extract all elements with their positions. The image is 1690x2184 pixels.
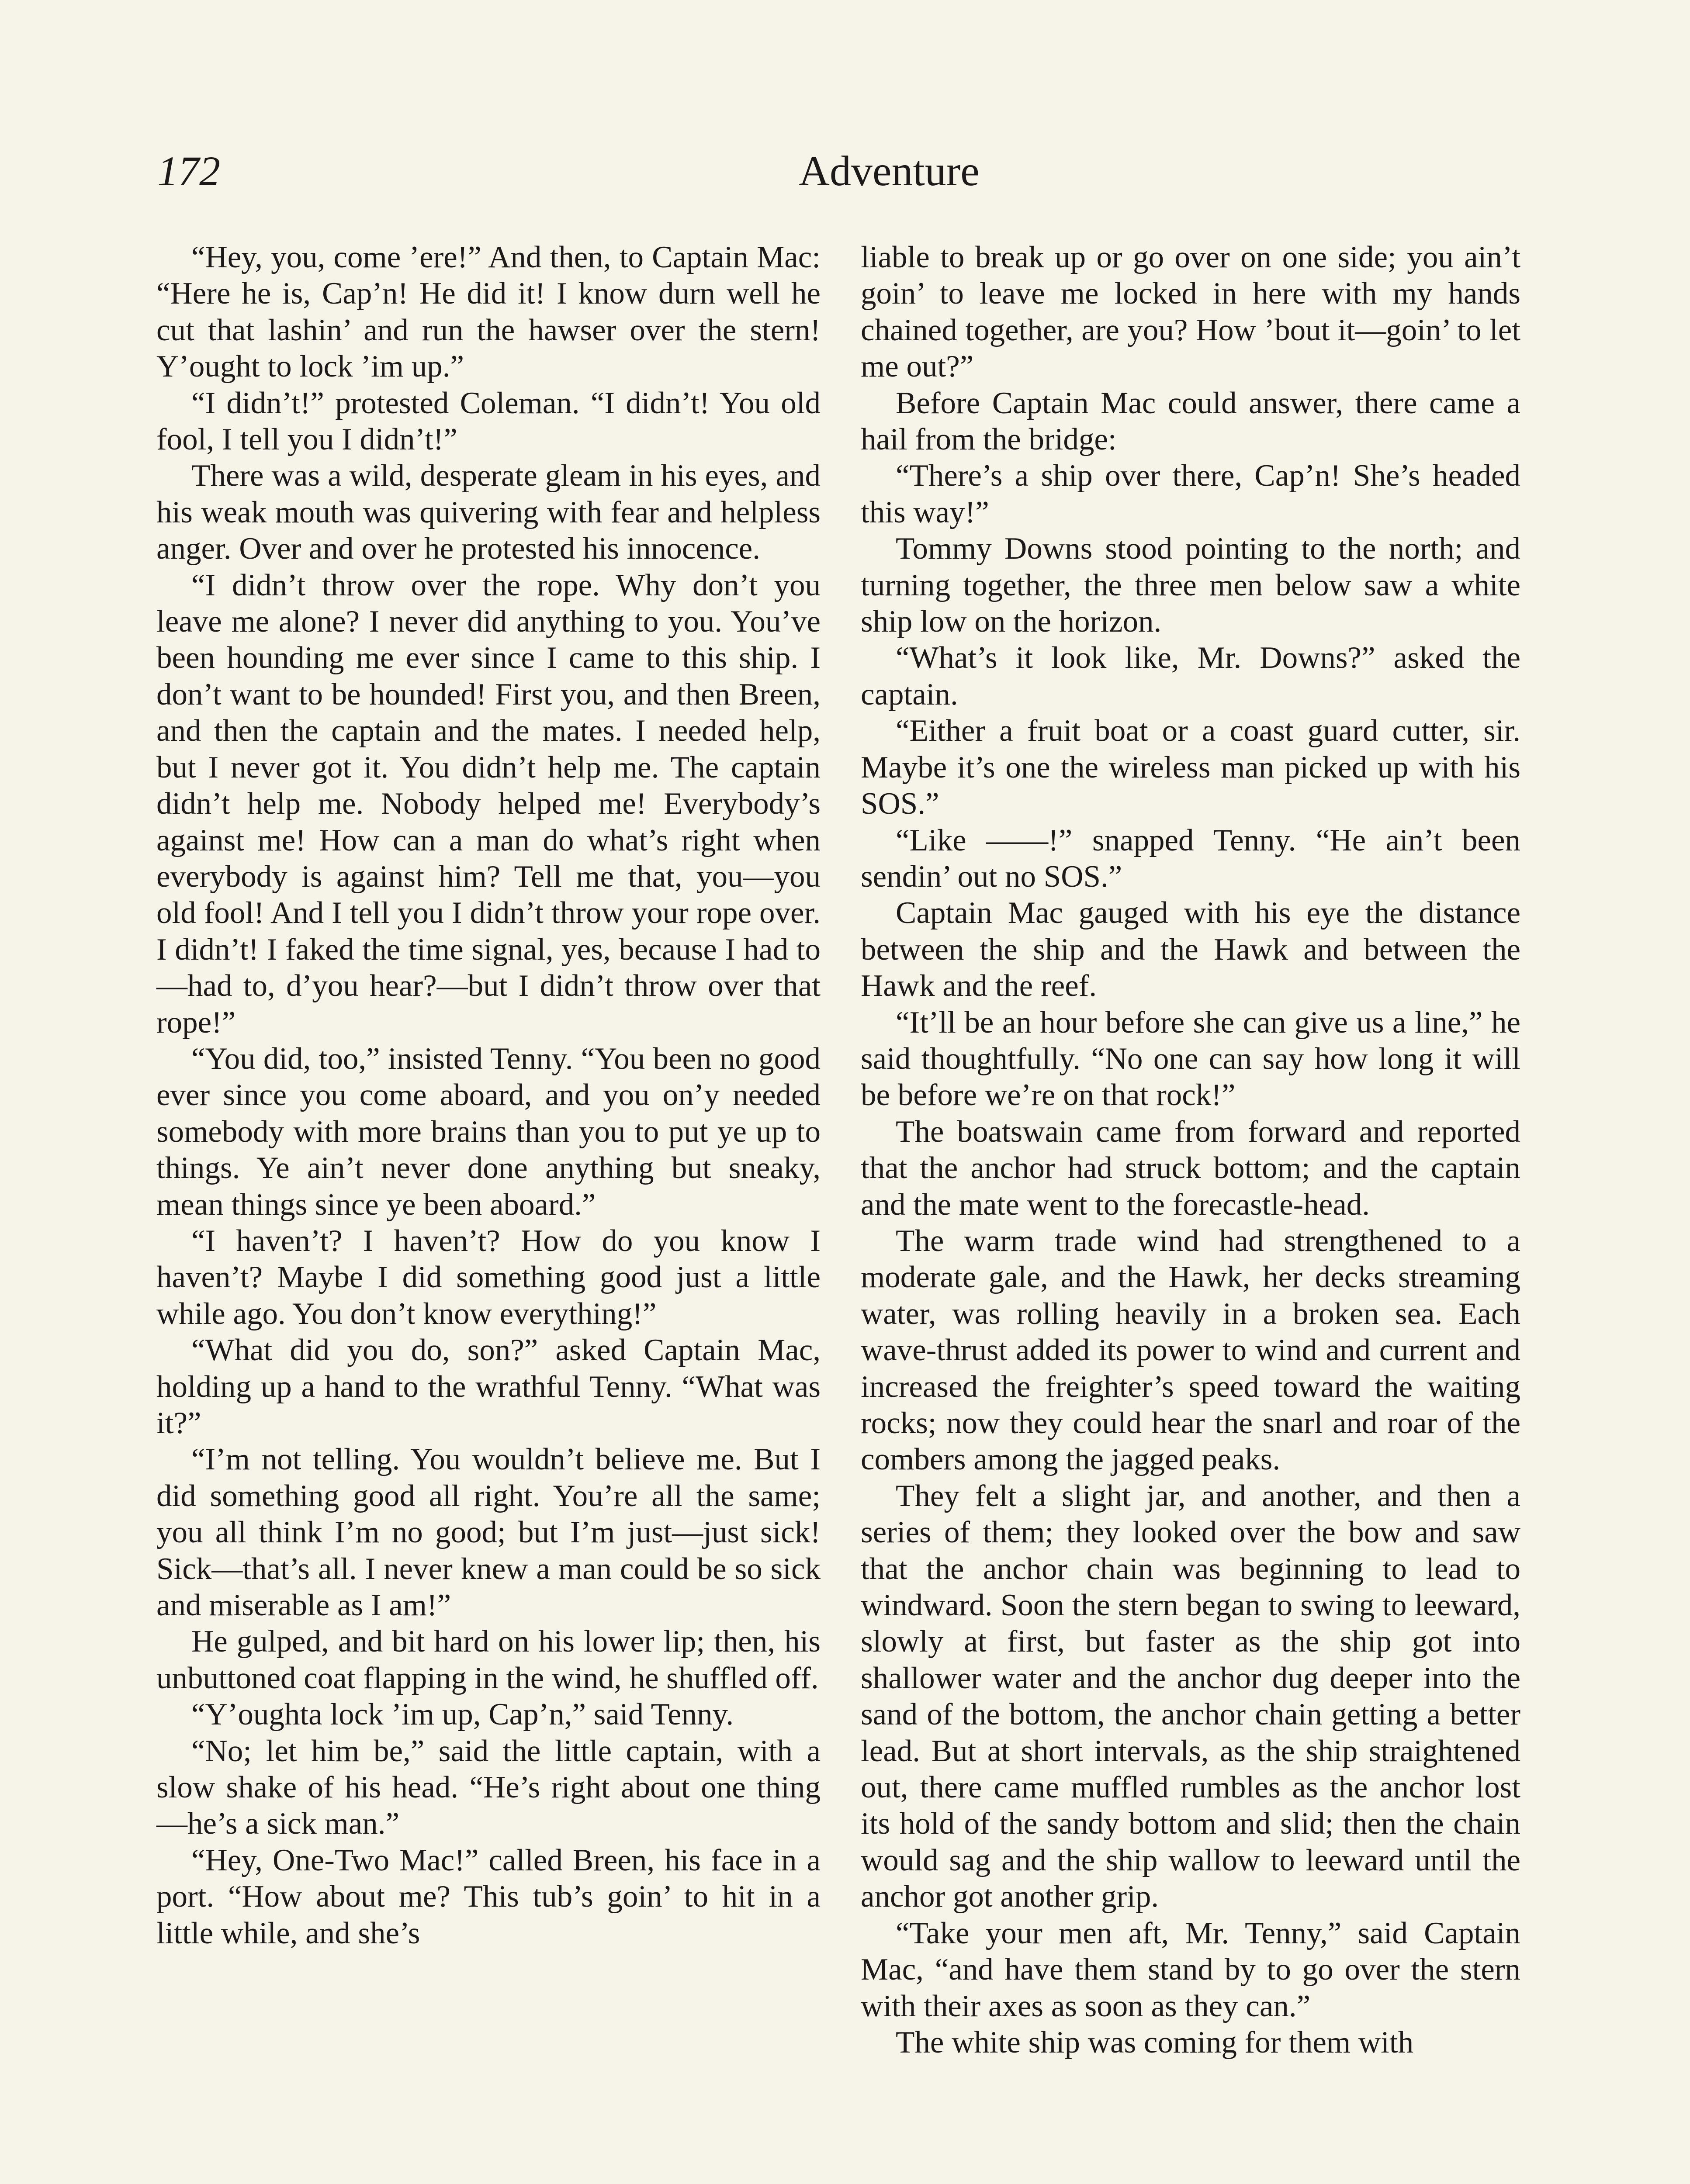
paragraph: “I’m not telling. You wouldn’t believe me. But I did something good all right. You’re all the same; you all think I’m no good; but I’m just—just sick! Sick—that’s all. I never knew a man could be so sick and miserable as I am!” xyxy=(156,1442,821,1623)
paragraph: “I didn’t!” protested Coleman. “I didn’t! You old fool, I tell you I didn’t!” xyxy=(156,386,821,457)
page-number: 172 xyxy=(157,148,220,194)
paragraph: “No; let him be,” said the little captain, with a slow shake of his head. “He’s right about one thing—he’s a sick man.” xyxy=(156,1734,821,1841)
running-title: Adventure xyxy=(799,148,980,195)
paragraph: “What’s it look like, Mr. Downs?” asked the captain. xyxy=(861,641,1520,712)
paragraph: There was a wild, desperate gleam in his eyes, and his weak mouth was quivering with fear and helpless anger. Over and over he protested his innocence. xyxy=(156,459,821,566)
paragraph: The boatswain came from forward and reported that the anchor had struck bottom; and the captain and the mate went to the forecastle-head. xyxy=(861,1114,1520,1222)
paragraph: “I haven’t? I haven’t? How do you know I haven’t? Maybe I did something good just a little while ago. You don’t know everything!” xyxy=(156,1223,821,1331)
paragraph: “You did, too,” insisted Tenny. “You been no good ever since you come aboard, and you on’y needed somebody with more brains than you to put ye up to things. Ye ain’t never done anything but sneaky, mean things since ye been aboard.” xyxy=(156,1041,821,1222)
paragraph: “Take your men aft, Mr. Tenny,” said Captain Mac, “and have them stand by to go over the stern with their axes as soon as they can.” xyxy=(861,1916,1520,2023)
paragraph: “There’s a ship over there, Cap’n! She’s headed this way!” xyxy=(861,459,1520,529)
paragraph: “Hey, One-Two Mac!” called Breen, his face in a port. “How about me? This tub’s goin’ to hit in a little while, and she’s xyxy=(156,1843,821,1950)
paragraph: He gulped, and bit hard on his lower lip; then, his unbuttoned coat flapping in the wind, he shuffled off. xyxy=(156,1624,821,1695)
paragraph: The white ship was coming for them with xyxy=(896,2025,1414,2060)
paragraph: “Hey, you, come ’ere!” And then, to Captain Mac: “Here he is, Cap’n! He did it! I know durn well he cut that lashin’ and run the hawser over the stern! Y’ought to lock ’im up.” xyxy=(156,240,821,384)
paragraph: The warm trade wind had strengthened to a moderate gale, and the Hawk, her decks streaming water, was rolling heavily in a broken sea. Each wave-thrust added its power to wind and current and increased the freighter’s speed toward the waiting rocks; now they could hear the snarl and roar of the combers among the jagged peaks. xyxy=(861,1223,1520,1477)
paragraph: “Either a fruit boat or a coast guard cutter, sir. Maybe it’s one the wireless man picked up with his SOS.” xyxy=(861,714,1520,821)
page-header xyxy=(157,141,1534,202)
left-column xyxy=(156,239,821,1952)
paragraph: “I didn’t throw over the rope. Why don’t you leave me alone? I never did anything to you. You’ve been hounding me ever since I came to this ship. I don’t want to be hounded! First you, and then Breen, and then the captain and the mates. I needed help, but I never got it. You didn’t help me. The captain didn’t help me. Nobody helped me! Everybody’s against me! How can a man do what’s right when everybody is against him? Tell me that, you—you old fool! And I tell you I didn’t throw your rope over. I didn’t! I faked the time signal, yes, because I had to—had to, d’you hear?—but I didn’t throw over that rope!” xyxy=(156,568,821,1040)
paragraph: “It’ll be an hour before she can give us a line,” he said thoughtfully. “No one can say how long it will be before we’re on that rock!” xyxy=(861,1005,1520,1113)
paragraph: Tommy Downs stood pointing to the north; and turning together, the three men below saw a white ship low on the horizon. xyxy=(861,532,1520,639)
paragraph-continued: liable to break up or go over on one side; you ain’t goin’ to leave me locked in here with my hands chained together, are you? How ’bout it—goin’ to let me out?” xyxy=(861,240,1520,384)
paragraph: “What did you do, son?” asked Captain Mac, holding up a hand to the wrathful Tenny. “What was it?” xyxy=(156,1333,821,1440)
paragraph: “Like ——!” snapped Tenny. “He ain’t been sendin’ out no SOS.” xyxy=(861,823,1520,894)
paragraph: “Y’oughta lock ’im up, Cap’n,” said Tenny. xyxy=(191,1697,734,1732)
right-column xyxy=(861,239,1520,2061)
paragraph: They felt a slight jar, and another, and then a series of them; they looked over the bow and saw that the anchor chain was beginning to lead to windward. Soon the stern began to swing to leeward, slowly at first, but faster as the ship got into shallower water and the anchor dug deeper into the sand of the bottom, the anchor chain getting a better lead. But at short intervals, as the ship straightened out, there came muffled rumbles as the anchor lost its hold of the sandy bottom and slid; then the chain would sag and the ship wallow to leeward until the anchor got another grip. xyxy=(861,1479,1520,1914)
paragraph: Captain Mac gauged with his eye the distance between the ship and the Hawk and between the Hawk and the reef. xyxy=(861,896,1520,1003)
paragraph: Before Captain Mac could answer, there came a hail from the bridge: xyxy=(861,386,1520,457)
